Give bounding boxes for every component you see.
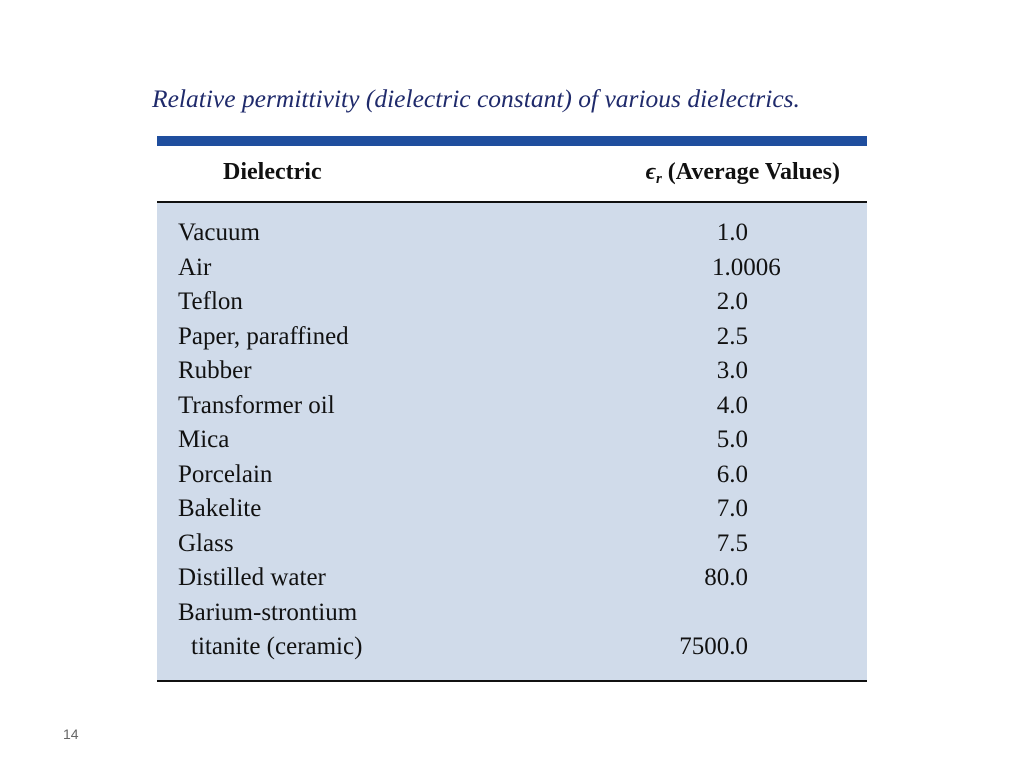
row-name: Teflon: [178, 288, 243, 315]
table-row: [157, 320, 867, 355]
epsilon-symbol: ϵ: [645, 159, 656, 185]
row-value: 6.0: [716, 460, 748, 488]
row-name: Porcelain: [178, 460, 273, 488]
permittivity-table: [157, 136, 867, 682]
table-row: [157, 492, 867, 527]
row-name: Paper, paraffined: [178, 322, 349, 350]
row-value: 80.0: [704, 564, 748, 591]
table-row: [157, 596, 867, 631]
row-name: Distilled water: [178, 564, 326, 591]
row-value: 5.0: [716, 426, 748, 453]
row-name: titanite (ceramic): [191, 633, 363, 660]
table-row: [157, 423, 867, 458]
row-value: 1.0006: [712, 253, 781, 281]
table-row: [157, 527, 867, 562]
header-average-values: [646, 159, 840, 188]
row-name: Transformer oil: [178, 391, 335, 419]
row-name: Glass: [178, 529, 234, 557]
table-row: [157, 354, 867, 389]
row-value: 7500.0: [679, 633, 748, 660]
row-name: Barium-strontium: [178, 598, 358, 626]
row-name: Bakelite: [178, 495, 262, 522]
table-row: [157, 561, 867, 596]
table-caption: Relative permittivity (dielectric constant) of various dielectrics.: [152, 84, 800, 113]
bottom-rule: [157, 680, 867, 682]
table-body: [157, 203, 867, 680]
table-top-bar: [157, 136, 867, 146]
epsilon-subscript: r: [655, 171, 662, 187]
table-row: [157, 251, 867, 286]
page-number: 14: [63, 726, 79, 742]
row-value: 3.0: [716, 357, 748, 384]
table-row: [157, 458, 867, 493]
row-value: 7.5: [716, 529, 748, 557]
header-value-label: (Average Values): [667, 159, 840, 185]
row-value: 2.0: [716, 288, 748, 315]
table-row: [157, 389, 867, 424]
table-header-row: [157, 146, 867, 201]
row-name: Vacuum: [178, 219, 260, 246]
row-name: Air: [178, 253, 212, 281]
row-name: Rubber: [178, 357, 252, 384]
row-name: Mica: [178, 426, 230, 453]
row-value: 7.0: [716, 495, 748, 522]
row-value: 1.0: [716, 219, 748, 246]
row-value: 2.5: [716, 322, 748, 350]
table-row: [157, 216, 867, 251]
table-row: [157, 285, 867, 320]
table-row: [157, 630, 867, 665]
header-dielectric: Dielectric: [223, 159, 322, 185]
row-value: 4.0: [716, 391, 748, 419]
